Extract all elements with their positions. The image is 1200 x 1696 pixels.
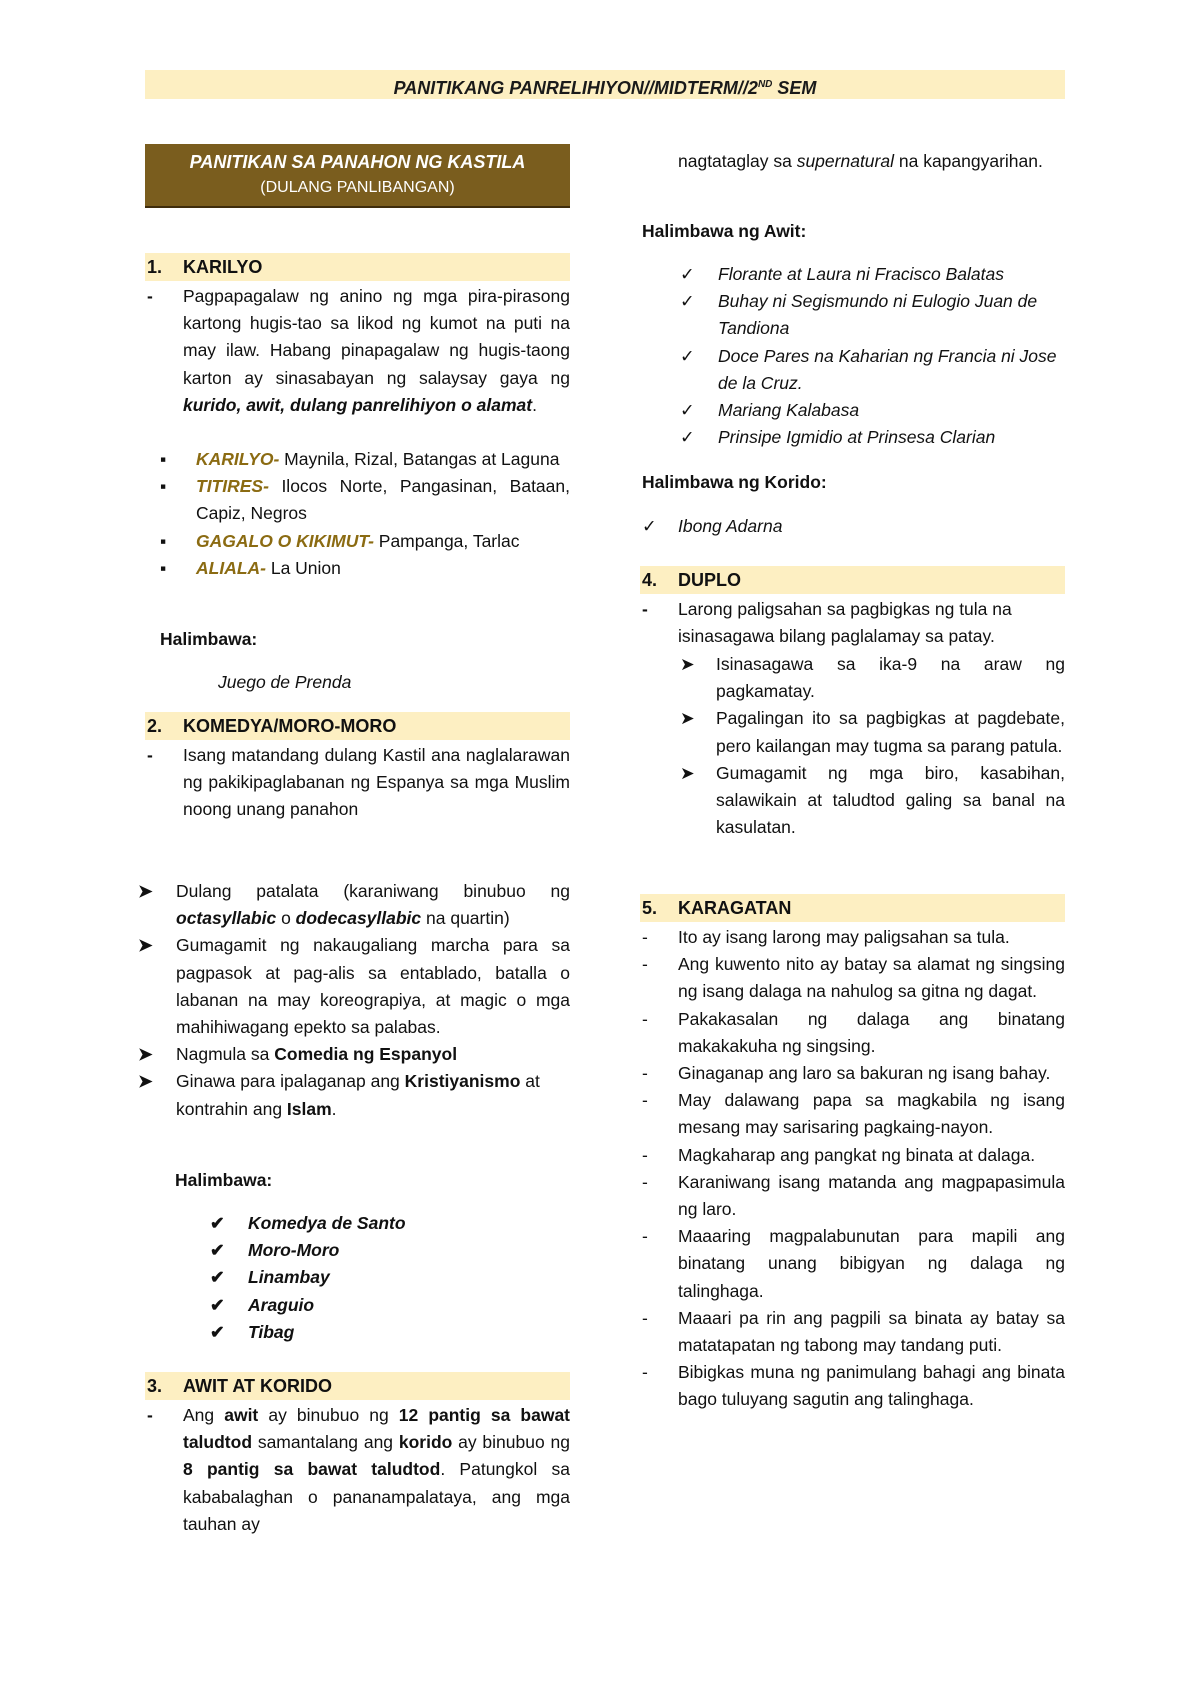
list-item — [210, 1292, 406, 1319]
list-item — [158, 446, 570, 473]
bold-text: awit — [224, 1405, 259, 1425]
dash-marker: - — [642, 1144, 648, 1165]
italic-text: supernatural — [796, 151, 894, 171]
item-text: Maaaring magpalabunutan para mapili ang binatang unang bibigyan ng dalaga ng talinghaga. — [678, 1226, 1065, 1301]
section-number: 2. — [147, 716, 163, 736]
list-item — [138, 1041, 570, 1068]
list-item — [158, 555, 570, 582]
bold-text: Comedia ng Espanyol — [274, 1044, 458, 1065]
section-heading-karilyo — [145, 253, 570, 281]
korido-examples-heading: Halimbawa ng Korido: — [642, 472, 827, 492]
item-text: May dalawang papa sa magkabila ng isang mesang may sarisaring pagkaing-nayon. — [678, 1090, 1065, 1138]
example-text: Araguio — [248, 1294, 315, 1315]
arrow-bullet-icon: ➤ — [680, 762, 695, 783]
checkmark-icon: ✓ — [680, 427, 695, 448]
item-text: at kontrahin ang — [176, 1071, 540, 1119]
item-text: Maaari pa rin ang pagpili sa binata ay batay sa matatapatan ng tabong may tandang puti. — [678, 1307, 1065, 1356]
paragraph-text: ay binubuo ng — [452, 1432, 570, 1453]
example-text: Doce Pares na Kaharian ng Francia ni Jose de la Cruz. — [718, 345, 1057, 393]
checkmark-icon: ✓ — [680, 291, 695, 312]
example-text: Tibag — [248, 1321, 295, 1342]
korido-examples-list — [642, 513, 1065, 540]
example-text: Linambay — [248, 1267, 330, 1288]
awit-korido-description-continued — [678, 148, 1065, 175]
karilyo-description — [183, 283, 570, 419]
list-item — [642, 1359, 1065, 1413]
example-text: Ibong Adarna — [678, 516, 783, 536]
list-item — [680, 261, 1065, 288]
section-number: 3. — [147, 1376, 163, 1396]
list-item — [642, 1305, 1065, 1359]
list-item — [680, 651, 1065, 705]
checkmark-icon: ✓ — [680, 345, 695, 366]
region-term: ALIALA- — [196, 557, 266, 578]
region-term: GAGALO O KIKIMUT- — [196, 530, 374, 551]
komedya-examples — [210, 1210, 406, 1346]
list-item — [642, 513, 1065, 540]
region-term: KARILYO- — [196, 449, 280, 469]
arrow-bullet-icon: ➤ — [138, 881, 153, 901]
checkmark-icon: ✓ — [642, 516, 657, 536]
banner-title: PANITIKAN SA PANAHON NG KASTILA — [189, 152, 526, 172]
region-text: Maynila, Rizal, Batangas at Laguna — [279, 449, 560, 469]
list-item — [158, 473, 570, 527]
checkmark-icon: ✓ — [680, 400, 695, 421]
bold-text: 8 pantig sa bawat taludtod — [183, 1459, 441, 1480]
example-text: Moro-Moro — [248, 1240, 340, 1261]
region-text: La Union — [265, 557, 341, 578]
checkmark-icon: ✔ — [210, 1321, 225, 1342]
paragraph-text: Pagpapagalaw ng anino ng mga pira-pirasong kartong hugis-tao sa likod ng kumot na puti na may ilaw. Habang pinapagalaw ng hugis-taong karton ay sinasabayan ng salaysay gaya ng — [183, 286, 570, 388]
bullet-icon: ▪ — [160, 557, 167, 578]
arrow-bullet-icon: ➤ — [138, 1071, 153, 1092]
list-item — [210, 1210, 406, 1237]
item-text: Pagalingan ito sa pagbigkas at pagdebate, pero kailangan may tugma sa parang patula. — [716, 708, 1065, 756]
list-item — [138, 1068, 570, 1122]
list-item — [210, 1237, 406, 1264]
header-sup: ND — [757, 79, 773, 90]
list-item — [642, 1087, 1065, 1141]
arrow-bullet-icon: ➤ — [680, 708, 695, 729]
example-text: Florante at Laura ni Fracisco Balatas — [718, 264, 1004, 284]
item-text: Gumagamit ng mga biro, kasabihan, salawikain at taludtod galing sa banal na kasulatan. — [716, 762, 1065, 838]
header-title: PANITIKANG PANRELIHIYON//MIDTERM//2 — [393, 78, 758, 98]
list-item — [642, 1169, 1065, 1223]
paragraph-end: . — [532, 394, 537, 415]
bullet-icon: ▪ — [160, 530, 167, 551]
bold-text: 12 pantig sa bawat taludtod — [183, 1405, 571, 1453]
item-text: . — [331, 1098, 337, 1119]
dash-marker: - — [642, 1063, 648, 1084]
document-header — [145, 70, 1065, 99]
list-item — [158, 528, 570, 555]
paragraph-text: . Patungkol sa kababalaghan o pananampalataya, ang mga tauhan ay — [183, 1459, 570, 1534]
section-heading-karagatan — [640, 894, 1065, 922]
bold-italic-text: octasyllabic — [176, 908, 277, 929]
paragraph-text: na kapangyarihan. — [894, 151, 1043, 171]
dash-marker: - — [147, 286, 153, 306]
header-tail: SEM — [772, 78, 817, 98]
section-title: KOMEDYA/MORO-MORO — [183, 716, 397, 736]
komedya-description: Isang matandang dulang Kastil ana naglalarawan ng pakikipaglabanan ng Espanya sa mga Muslim noong unang panahon — [183, 745, 570, 820]
bold-italic-text: kurido, awit, dulang panrelihiyon o alamat — [183, 394, 533, 415]
paragraph-text: nagtataglay sa — [678, 151, 797, 171]
section-title: KARILYO — [183, 257, 263, 277]
example-text: Mariang Kalabasa — [718, 400, 860, 421]
example-text: Juego de Prenda — [218, 672, 352, 692]
checkmark-icon: ✔ — [210, 1240, 225, 1261]
item-text: Isinasagawa sa ika-9 na araw ng pagkamatay. — [716, 654, 1065, 702]
dash-marker: - — [642, 1226, 648, 1247]
list-item — [210, 1264, 406, 1291]
arrow-bullet-icon: ➤ — [138, 1044, 153, 1065]
list-item — [138, 932, 570, 1041]
arrow-bullet-icon: ➤ — [680, 654, 695, 674]
section-title: AWIT AT KORIDO — [183, 1376, 332, 1396]
dash-marker: - — [642, 599, 648, 619]
item-text: Karaniwang isang matanda ang magpapasimula ng laro. — [678, 1171, 1065, 1220]
list-item — [210, 1319, 406, 1346]
list-item — [642, 1006, 1065, 1060]
example-text: Buhay ni Segismundo ni Eulogio Juan de Tandiona — [718, 291, 1038, 339]
paragraph-text: ay binubuo ng — [258, 1405, 399, 1425]
region-text: Pampanga, Tarlac — [373, 530, 520, 551]
item-text: Nagmula sa — [176, 1044, 275, 1065]
dash-marker: - — [642, 954, 648, 975]
example-text: Prinsipe Igmidio at Prinsesa Clarian — [718, 427, 996, 448]
region-text: Ilocos Norte, Pangasinan, Bataan, Capiz, Negros — [196, 476, 570, 524]
item-text: Ang kuwento nito ay batay sa alamat ng singsing ng isang dalaga na nahulog sa gitna ng dagat. — [678, 954, 1065, 1002]
bullet-icon: ▪ — [160, 476, 167, 497]
awit-korido-description — [183, 1402, 570, 1538]
dash-marker: - — [642, 927, 648, 947]
duplo-details — [680, 651, 1065, 841]
awit-examples-list — [680, 261, 1065, 451]
dash-marker: - — [147, 1405, 153, 1425]
item-text: Pakakasalan ng dalaga ang binatang makakakuha ng singsing. — [678, 1008, 1065, 1056]
bullet-icon: ▪ — [160, 449, 167, 469]
duplo-description: Larong paligsahan sa pagbigkas ng tula na isinasagawa bilang paglalamay sa patay. — [678, 599, 1012, 647]
karagatan-list — [642, 924, 1065, 1414]
paragraph-text: Ang — [183, 1405, 225, 1425]
arrow-bullet-icon: ➤ — [138, 935, 153, 956]
checkmark-icon: ✔ — [210, 1294, 225, 1315]
list-item — [642, 1060, 1065, 1087]
dash-marker: - — [642, 1362, 648, 1383]
awit-examples-heading: Halimbawa ng Awit: — [642, 221, 807, 241]
section-number: 4. — [642, 570, 658, 590]
item-text: na quartin) — [421, 908, 510, 929]
halimbawa-label: Halimbawa: — [160, 629, 258, 649]
dash-marker: - — [642, 1090, 648, 1111]
item-text: Gumagamit ng nakaugaliang marcha para sa pagpasok at pag-alis sa entablado, batalla o labanan na may koreograpiya, at magic o mga mahihiwagang epekto sa palabas. — [176, 935, 570, 1038]
karilyo-region-list — [158, 446, 570, 582]
example-text: Komedya de Santo — [248, 1213, 406, 1233]
list-item — [138, 878, 570, 932]
dash-marker: - — [147, 745, 153, 765]
section-heading-komedya — [145, 712, 570, 740]
list-item — [680, 424, 1065, 451]
komedya-features — [138, 878, 570, 1123]
bold-italic-text: dodecasyllabic — [295, 908, 422, 929]
item-text: Ito ay isang larong may paligsahan sa tula. — [678, 927, 1010, 947]
item-text: Dulang patalata (karaniwang binubuo ng — [176, 881, 570, 901]
item-text: o — [276, 908, 296, 929]
item-text: Ginaganap ang laro sa bakuran ng isang bahay. — [678, 1063, 1051, 1084]
bold-text: Kristiyanismo — [404, 1071, 521, 1092]
section-number: 5. — [642, 898, 658, 918]
halimbawa-label: Halimbawa: — [175, 1170, 273, 1190]
section-heading-duplo — [640, 566, 1065, 594]
item-text: Bibigkas muna ng panimulang bahagi ang binata bago tuluyang sagutin ang talinghaga. — [678, 1362, 1065, 1410]
list-item — [642, 1142, 1065, 1169]
banner-subtitle: (DULANG PANLIBANGAN) — [260, 179, 455, 196]
item-text: Ginawa para ipalaganap ang — [176, 1071, 405, 1092]
list-item — [680, 705, 1065, 759]
section-banner — [145, 144, 570, 208]
dash-marker: - — [642, 1171, 648, 1192]
bold-text: Islam — [286, 1098, 332, 1119]
list-item — [642, 951, 1065, 1005]
checkmark-icon: ✓ — [680, 264, 695, 284]
list-item — [642, 924, 1065, 951]
section-title: KARAGATAN — [678, 898, 792, 918]
region-term: TITIRES- — [196, 476, 269, 497]
list-item — [680, 288, 1065, 342]
list-item — [642, 1223, 1065, 1305]
section-title: DUPLO — [678, 570, 741, 590]
list-item — [680, 397, 1065, 424]
dash-marker: - — [642, 1307, 648, 1328]
bold-text: korido — [398, 1432, 453, 1453]
item-text: Magkaharap ang pangkat ng binata at dalaga. — [678, 1144, 1036, 1165]
section-number: 1. — [147, 257, 163, 277]
list-item — [680, 760, 1065, 842]
list-item — [680, 343, 1065, 397]
section-heading-awit-korido — [145, 1372, 570, 1400]
checkmark-icon: ✔ — [210, 1213, 225, 1233]
dash-marker: - — [642, 1008, 648, 1029]
paragraph-text: samantalang ang — [252, 1432, 399, 1453]
checkmark-icon: ✔ — [210, 1267, 225, 1288]
